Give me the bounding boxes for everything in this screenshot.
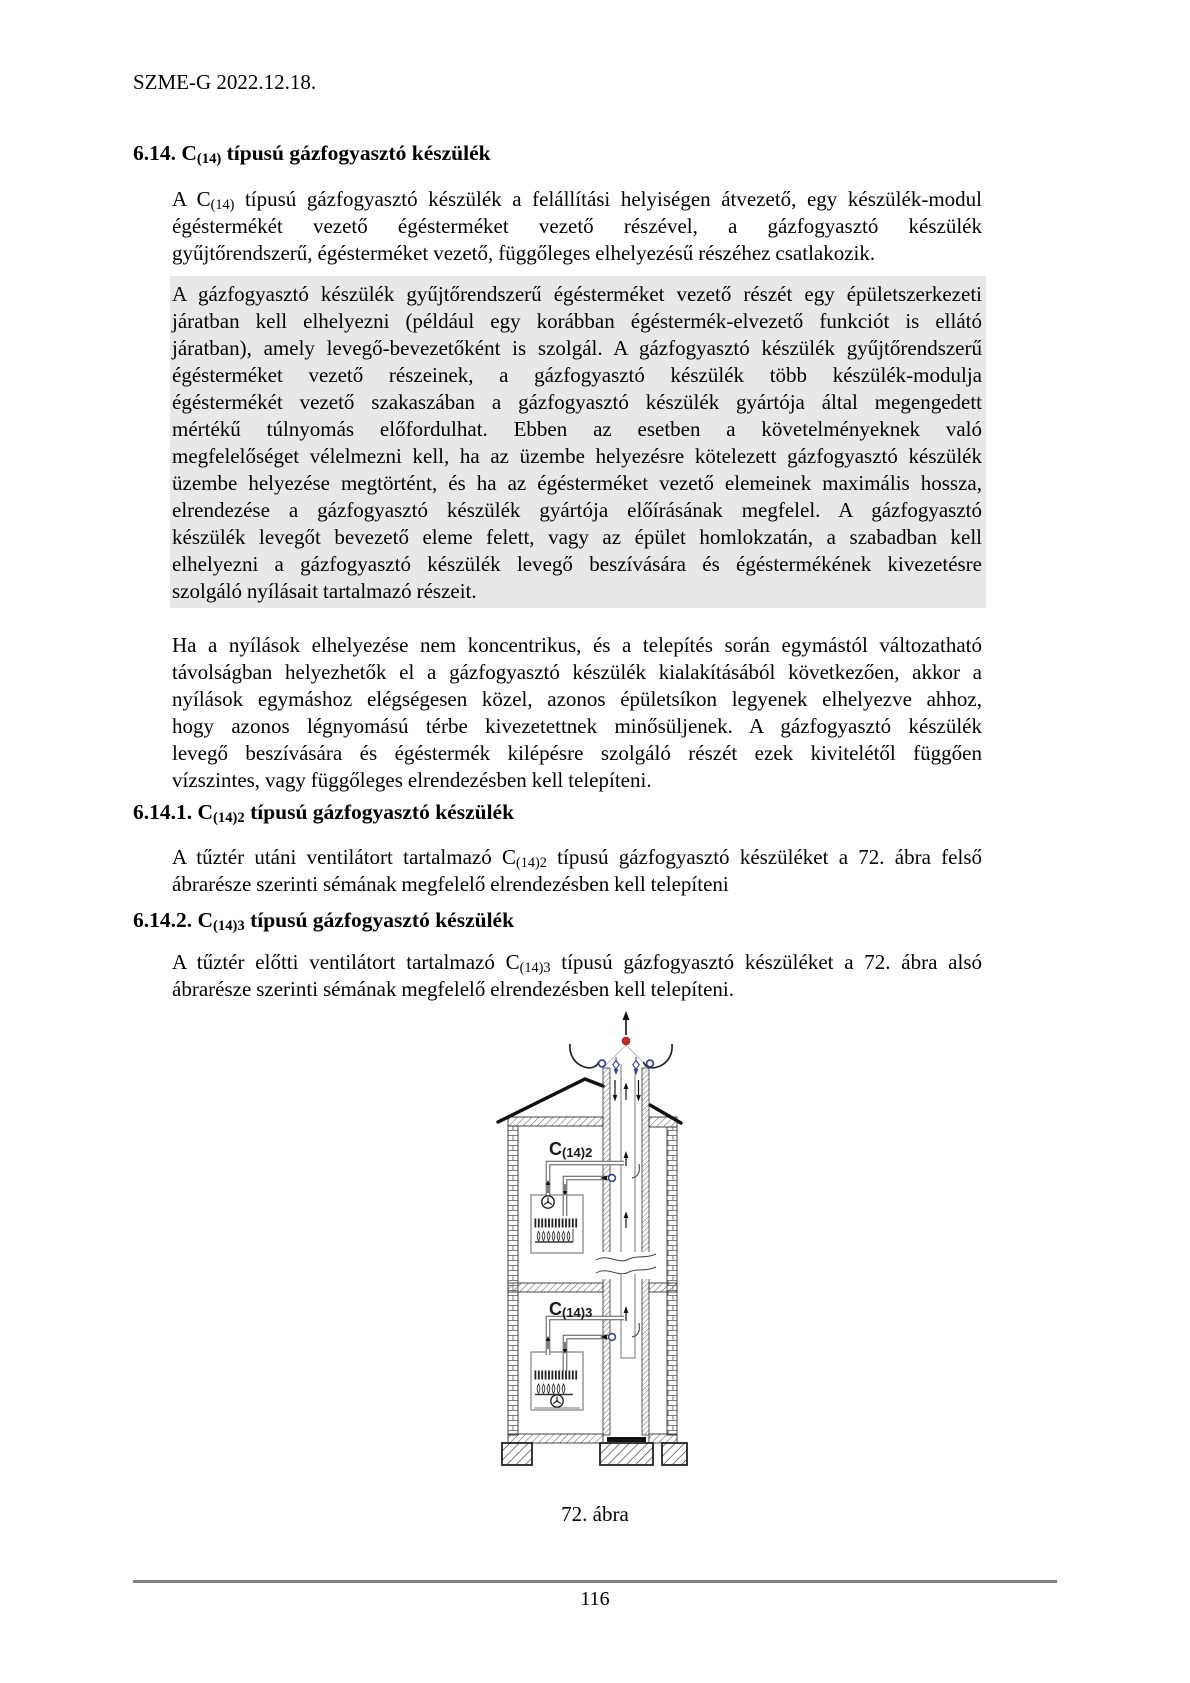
air-inlet-marker-left <box>599 1060 606 1067</box>
text-line-1: Ha a nyílások elhelyezése nem koncentrikus, és a telepítés során egymástól változatható <box>172 633 982 657</box>
page-header: SZME-G 2022.12.18. <box>133 70 317 94</box>
page-number: 116 <box>580 1588 610 1610</box>
text-line-4: hogy azonos légnyomású térbe kivezetettnek minősüljenek. A gázfogyasztó készülék <box>172 714 982 738</box>
text-line-9: elrendezése a gázfogyasztó készülék gyártója előírásának megfelel. A gázfogyasztó <box>172 498 982 522</box>
text-line-11: elhelyezni a gázfogyasztó készülék levegő beszívására és égéstermékének kivezetésre <box>172 552 982 576</box>
text-line-6: mértékű túlnyomás előfordulhat. Ebben az esetben a követelményeknek való <box>172 417 982 441</box>
air-inlet-marker-right <box>647 1060 654 1067</box>
paragraph-6-14-2 <box>172 949 982 1003</box>
roof <box>498 1079 681 1123</box>
air-inlet-junction-upper <box>609 1175 616 1182</box>
air-intake-swoosh-left <box>570 1044 599 1068</box>
fan-icon-upper <box>542 1196 554 1208</box>
heading-6-14-1: 6.14.1. $C_{(14)2}$ típusú gázfogyasztó készülék <box>133 800 515 827</box>
text-line-12: szolgáló nyílásait tartalmazó részeit. <box>172 579 477 603</box>
appliance-label-lower: $C_{(14)3}$ <box>549 1299 593 1321</box>
highlighted-paragraph <box>170 276 986 608</box>
air-inlet-junction-lower <box>609 1334 616 1341</box>
text-line-8: üzembe helyezése megtörtént, és ha az égésterméket vezető elemeinek maximális hossza, <box>172 471 982 495</box>
heading-6-14: 6.14. $C_{(14)}$ típusú gázfogyasztó készülék <box>133 141 491 168</box>
footer-rule <box>133 1580 1057 1583</box>
text-line-4: égésterméket vezető részeinek, a gázfogyasztó készülék több készülék-modulja <box>172 363 982 387</box>
exhaust-up-arrow-icon <box>623 1011 630 1020</box>
text-line-2: járatban kell elhelyezni (például egy korábban égéstermék-elvezető funkciót is ellátó <box>172 309 982 333</box>
paragraph-intro <box>172 186 982 267</box>
text-line-2: távolságban helyezhetők el a gázfogyasztó készülék kialakításából következően, akkor a <box>172 660 982 684</box>
paragraph-6-14-1 <box>172 844 982 898</box>
text-line-1: A gázfogyasztó készülék gyűjtőrendszerű égésterméket vezető részét egy épületszerkezeti <box>172 282 982 306</box>
text-line-6: vízszintes, vagy függőleges elrendezésben kell telepíteni. <box>172 768 652 792</box>
appliance-label-upper: $C_{(14)2}$ <box>549 1139 593 1161</box>
text-line-3: gyűjtőrendszerű, égésterméket vezető, függőleges elhelyezésű részéhez csatlakozik. <box>172 241 876 265</box>
air-down-diamond-arrow-left <box>613 1057 619 1075</box>
text-line-3: járatban), amely levegő-bevezetőként is szolgál. A gázfogyasztó készülék gyűjtőrendszerű <box>172 336 982 360</box>
text-line-7: megfelelőséget vélelmezni kell, ha az üzembe helyezésre kötelezett gázfogyasztó készülék <box>172 444 982 468</box>
text-line-3: nyílások egymáshoz elégségesen közel, azonos épületsíkon legyenek elhelyezve ahhoz, <box>172 687 982 711</box>
text-line-2: ábrarésze szerinti sémának megfelelő elrendezésben kell telepíteni. <box>172 977 735 1001</box>
text-line-5: levegő beszívására és égéstermék kilépésre szolgáló részét ezek kivitelétől függően <box>172 741 982 765</box>
figure-caption: 72. ábra <box>561 1502 629 1526</box>
text-line-1: A tűztér utáni ventilátort tartalmazó $C_{(14)2}$ típusú gázfogyasztó készüléket a 72. ábra felső <box>172 845 982 872</box>
air-down-diamond-arrow-right <box>633 1057 639 1075</box>
annulus-air-turn-curve <box>632 1164 639 1178</box>
text-line-5: égéstermékét vezető szakaszában a gázfogyasztó készülék gyártója által megengedett <box>172 390 982 414</box>
text-line-10: készülék levegőt bevezető eleme felett, vagy az épület homlokzatán, a szabadban kell <box>172 525 982 549</box>
figure-72-diagram <box>493 1000 699 1472</box>
text-line-1: A $C_{(14)}$ típusú gázfogyasztó készülék a felállítási helyiségen átvezető, egy készülék-modul <box>172 187 983 214</box>
flue-outlet-dot <box>622 1037 630 1045</box>
highlighted-paragraph-text <box>172 281 982 605</box>
inner-flue-pipe <box>621 1064 635 1253</box>
text-line-2: égéstermékét vezető égésterméket vezető részével, a gázfogyasztó készülék <box>172 214 982 238</box>
shaft-bottom-seal <box>607 1437 646 1442</box>
chimney-shaft-walls <box>603 1068 649 1435</box>
paragraph-openings <box>172 632 982 794</box>
appliance-upper-c142 <box>531 1151 639 1253</box>
heading-6-14-2: 6.14.2. $C_{(14)3}$ típusú gázfogyasztó készülék <box>133 908 515 935</box>
text-line-1: A tűztér előtti ventilátort tartalmazó $C_{(14)3}$ típusú gázfogyasztó készüléket a 72. ábra alsó <box>172 950 982 977</box>
foundation-blocks <box>502 1443 687 1465</box>
fan-icon-lower <box>551 1395 563 1407</box>
text-line-2: ábrarésze szerinti sémának megfelelő elrendezésben kell telepíteni <box>172 872 729 896</box>
